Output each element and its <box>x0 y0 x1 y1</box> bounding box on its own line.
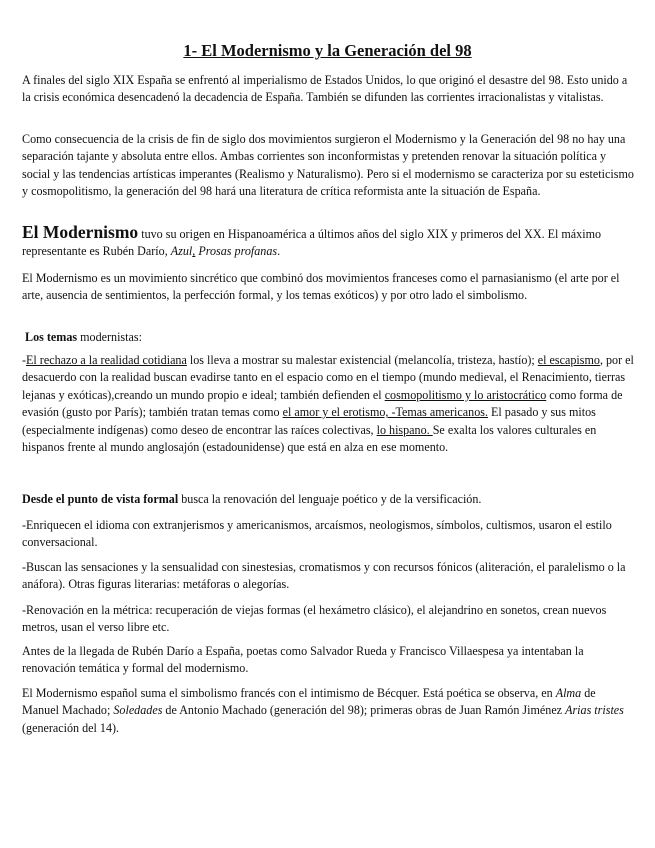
bold-term: Desde el punto de vista formal <box>22 492 179 506</box>
text-span: . <box>277 244 281 259</box>
work-title-azul: Azul <box>170 244 193 259</box>
underlined-term: el amor y el erotismo, -Temas americanos. <box>282 405 488 420</box>
paragraph-modernismo-espanol <box>22 685 634 737</box>
paragraph-consequence: Como consecuencia de la crisis de fin de siglo dos movimientos surgieron el Modernismo y la Generación del 98 no hay una separación tajante y absoluta entre ellos. Ambas corrientes son inconformistas y pretenden renovar la situación política y social y las tendencias artísticas imperantes (Realismo y Naturalismo). Pero si el modernismo se caracteriza por su esteticismo y cosmopolitismo, la generación del 98 hará una literatura de crítica reformista ante la situación de España. <box>22 132 634 199</box>
paragraph-temas <box>22 352 634 456</box>
paragraph-temas-heading <box>22 329 634 346</box>
work-title-alma: Alma <box>555 686 582 700</box>
bold-term: Los temas <box>25 330 78 344</box>
text-span: modernistas: <box>77 330 142 344</box>
underlined-term: el escapismo <box>537 353 600 367</box>
work-title-arias-tristes: Arias tristes <box>565 703 624 718</box>
underlined-term: lo hispano. <box>376 422 433 437</box>
paragraph-sincretico: El Modernismo es un movimiento sincrético que combinó dos movimientos franceses como el parnasianismo (el arte por el arte, ausencia de sentimientos, la perfección formal, y los temas exóticos) y por otro lado el simbolismo. <box>22 271 620 303</box>
text-span: El Modernismo español suma el simbolismo francés con el intimismo de Bécquer. Está poética se observa, en <box>22 686 556 700</box>
text-span: - <box>22 353 27 367</box>
paragraph-idioma: -Enriquecen el idioma con extranjerismos y americanismos, arcaísmos, neologismos, símbolos, cultismos, usaron el estilo conversacional. <box>22 518 612 550</box>
text-span: como forma de evasión (gusto por París); también tratan temas como <box>22 387 623 420</box>
text-span: tuvo su origen en Hispanoamérica a últimos años del siglo XIX y primeros del XX. El máximo representante es Rubén Darío, <box>22 227 602 259</box>
section-heading-modernismo: El Modernismo <box>22 222 139 242</box>
work-title-soledades: Soledades <box>113 703 163 718</box>
underlined-term: cosmopolitismo y lo aristocrático <box>384 387 547 402</box>
text-span: , <box>192 244 196 259</box>
page-title: 1- El Modernismo y la Generación del 98 <box>183 41 472 60</box>
text-span: de Manuel Machado; <box>22 686 596 718</box>
text-span: busca la renovación del lenguaje poético y de la versificación. <box>178 492 482 506</box>
paragraph-metrica: -Renovación en la métrica: recuperación de viejas formas (el hexámetro clásico), el alejandrino en sonetos, crean nuevos metros, usan el verso libre etc. <box>22 603 607 635</box>
paragraph-context: A finales del siglo XIX España se enfrentó al imperialismo de Estados Unidos, lo que originó el desastre del 98. Esto unido a la crisis económica desencadenó la decadencia de España. También se difunden las corrientes irracionalistas y vitalistas. <box>22 73 628 105</box>
text-span: los lleva a mostrar su malestar existencial (melancolía, tristeza, hastío); <box>186 353 538 367</box>
text-span: (generación del 14). <box>22 720 120 735</box>
paragraph-sensaciones: -Buscan las sensaciones y la sensualidad con sinestesias, cromatismos y con recursos fónicos (aliteración, el paralelismo o la anáfora). Otras figuras literarias: metáforas o alegorías. <box>22 560 626 592</box>
paragraph-precursores: Antes de la llegada de Rubén Darío a España, poetas como Salvador Rueda y Francisco Villaespesa ya intentaban la renovación temática y formal del modernismo. <box>22 644 584 676</box>
paragraph-formal <box>22 491 634 508</box>
underlined-term: El rechazo a la realidad cotidiana <box>26 353 187 367</box>
text-span: El pasado y sus mitos (especialmente indígenas) como deseo de encontrar las raíces colectivas, <box>22 405 596 437</box>
work-title-prosas-profanas: Prosas profanas <box>198 244 278 259</box>
text-span: , por el desacuerdo con la realidad buscan evadirse tanto en el espacio como en el tiempo (mundo medieval, el Renacimiento, tierras lejanas y exóticas),creando un mundo propio e ideal; también defienden el <box>22 353 634 402</box>
paragraph-modernismo-origin <box>22 224 634 261</box>
text-span: Se exalta los valores culturales en hispanos frente al mundo anglosajón (estadounidense) que está en alza en ese momento. <box>22 422 597 455</box>
text-span: de Antonio Machado (generación del 98); primeras obras de Juan Ramón Jiménez <box>162 703 566 718</box>
